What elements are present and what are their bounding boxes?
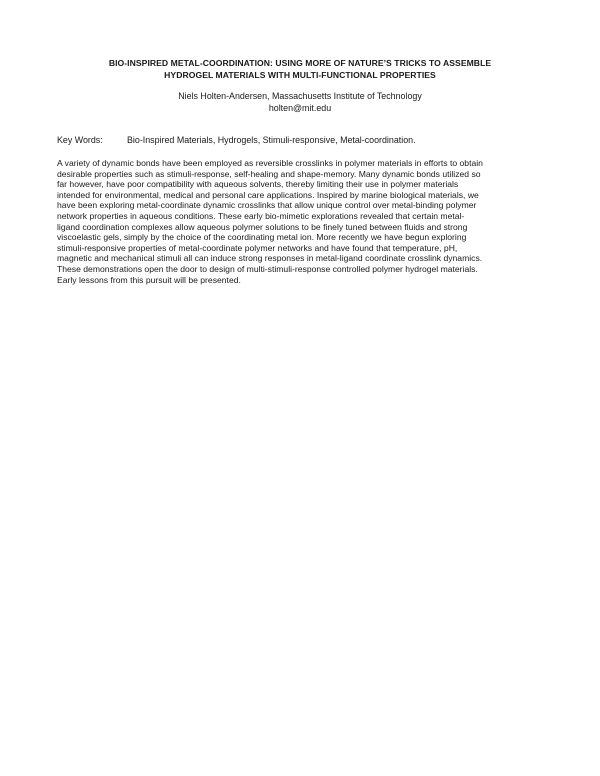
paper-title	[60, 57, 540, 81]
abstract-line: have been exploring metal-coordinate dynamic crosslinks that allow unique control over metal-binding polymer	[57, 200, 477, 211]
author-affiliation: Niels Holten-Andersen, Massachusetts Institute of Technology	[178, 91, 422, 101]
keywords-line	[57, 134, 547, 146]
author-block	[60, 90, 540, 114]
keywords-label: Key Words:	[57, 135, 103, 145]
title-line: HYDROGEL MATERIALS WITH MULTI-FUNCTIONAL PROPERTIES	[164, 70, 436, 80]
author-email: holten@mit.edu	[268, 103, 332, 113]
abstract-line: These demonstrations open the door to design of multi-stimuli-response controlled polymer hydrogel materials.	[57, 263, 478, 274]
abstract-line: network properties in aqueous conditions. These early bio-mimetic explorations revealed that certain metal-	[57, 210, 465, 221]
abstract-line: intended for environmental, medical and personal care applications. Inspired by marine biological materials, we	[57, 189, 479, 200]
keywords-text: Bio-Inspired Materials, Hydrogels, Stimuli-responsive, Metal-coordination.	[127, 135, 416, 145]
abstract-line: desirable properties such as stimuli-response, self-healing and shape-memory. Many dynamic bonds utilized so	[57, 168, 481, 179]
abstract-line: A variety of dynamic bonds have been employed as reversible crosslinks in polymer materials in efforts to obtain	[57, 158, 483, 168]
abstract-line: viscoelastic gels, simply by the choice of the coordinating metal ion. More recently we have begun exploring	[57, 232, 467, 243]
title-line: BIO-INSPIRED METAL-COORDINATION: USING MORE OF NATURE’S TRICKS TO ASSEMBLE	[108, 58, 492, 68]
abstract-line: Early lessons from this pursuit will be presented.	[57, 274, 241, 285]
abstract-line: magnetic and mechanical stimuli all can induce strong responses in metal-ligand coordinate crosslink dynamics.	[57, 253, 483, 264]
abstract-line: stimuli-responsive properties of metal-coordinate polymer networks and have found that temperature, pH,	[57, 242, 458, 253]
abstract	[57, 158, 557, 285]
abstract-line: far however, have poor compatibility with aqueous solvents, thereby limiting their use in polymer materials	[57, 179, 459, 190]
abstract-line: ligand coordination complexes allow aqueous polymer solutions to be finely tuned between fluids and strong	[57, 221, 468, 232]
